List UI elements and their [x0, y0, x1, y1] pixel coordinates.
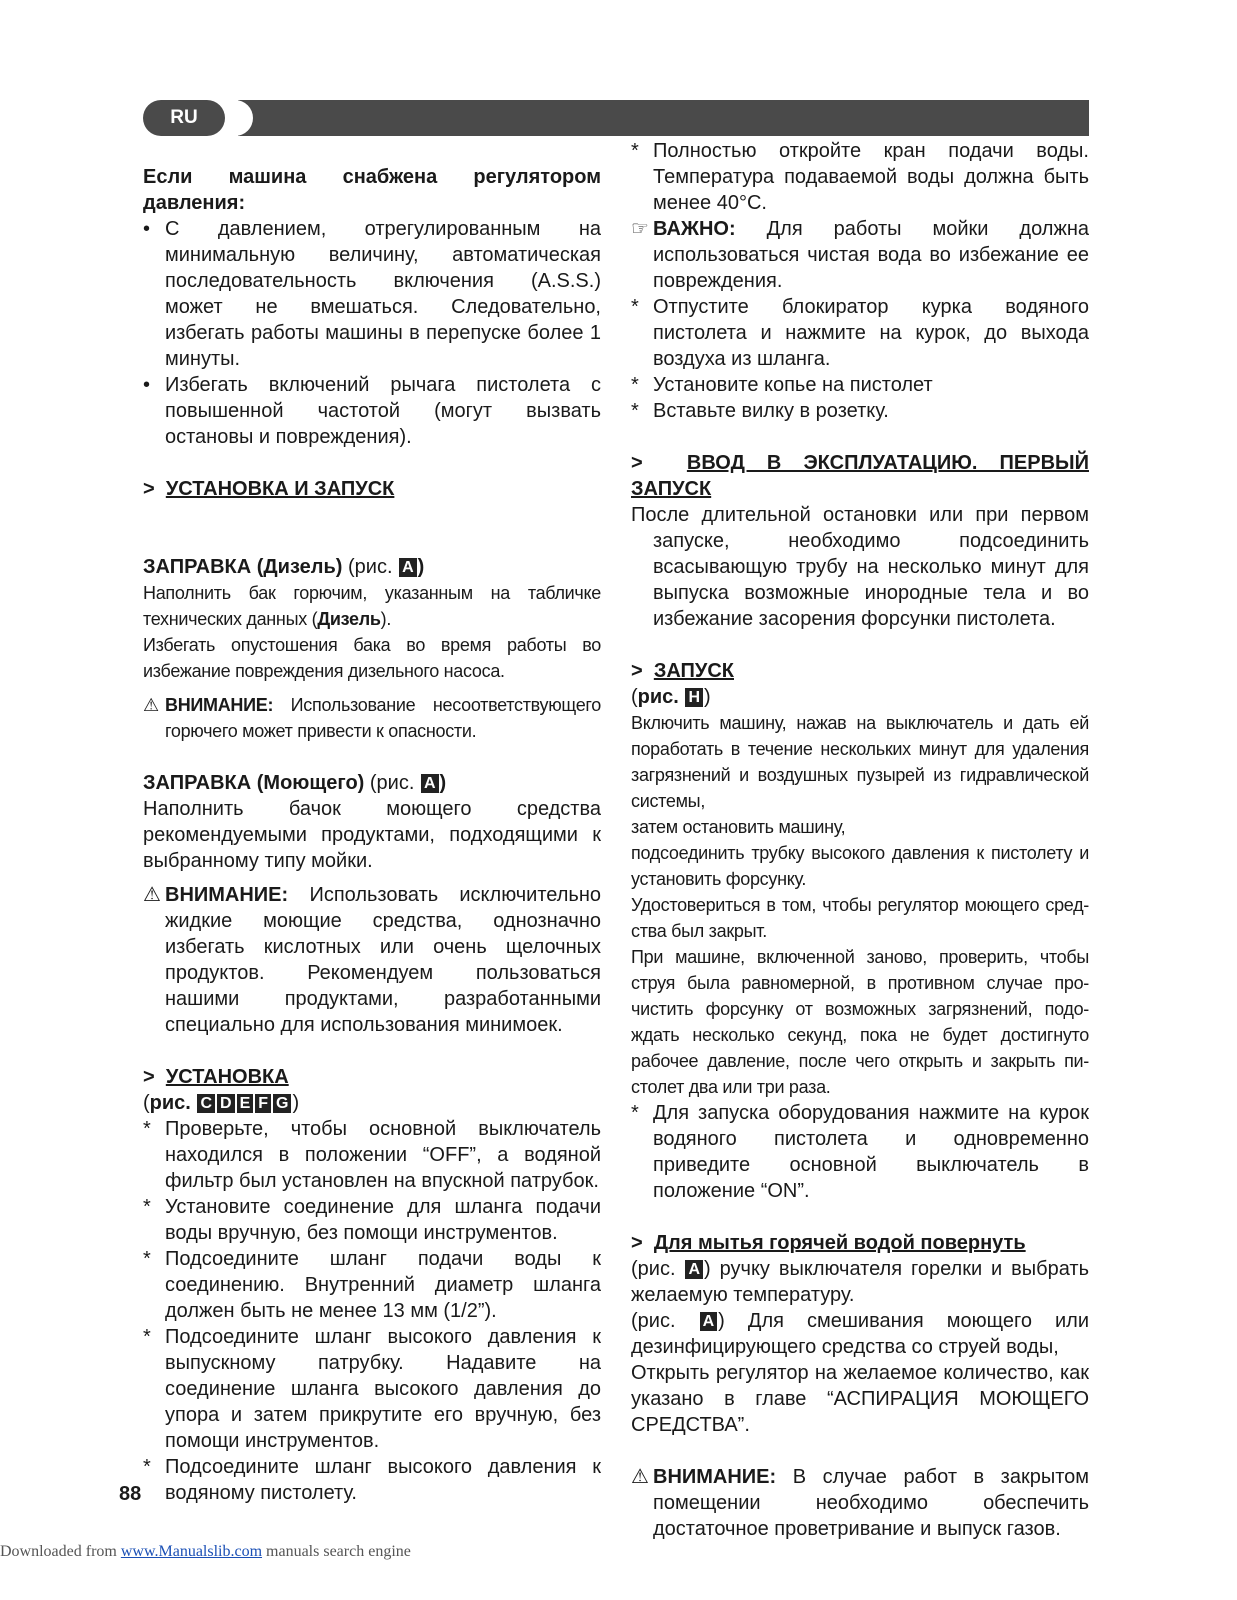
section-heading-first-start: > ВВОД В ЭКСПЛУАТАЦИЮ. ПЕРВЫЙ ЗАПУСК — [631, 452, 1089, 500]
figure-ref-g: G — [273, 1094, 291, 1113]
setup-step: * Установите копье на пистолет — [631, 374, 933, 396]
warning-fuel: ⚠ ВНИМАНИЕ: Использование несоответствующего горючего может привести к опасности. — [143, 692, 601, 744]
figure-ref-c: C — [197, 1094, 215, 1113]
important-note: ☞ ВАЖНО: Для работы мойки должна использоваться чистая вода во избежание ее повреждения. — [631, 218, 1089, 292]
start-text: подсоединить трубку высокого давления к пистолету и установить форсунку. — [631, 843, 1089, 889]
figure-ref-a: A — [421, 774, 439, 793]
section-heading-hot-water: > Для мытья горячей водой повернуть — [631, 1232, 1026, 1254]
install-step: * Подсоедините шланг высокого давления к выпускному патрубку. Надавите на соединение шланга высокого давления до упора и затем прикрутите его вручную, без помощи инструментов. — [143, 1326, 601, 1452]
start-text: Удостовериться в том, чтобы регулятор моющего сред-ства был закрыт. — [631, 895, 1089, 941]
figure-ref-a: A — [700, 1312, 718, 1331]
start-text: затем остановить машину, — [631, 817, 846, 837]
install-step: * Установите соединение для шланга подачи воды вручную, без помощи инструментов. — [143, 1196, 601, 1244]
page-number: 88 — [119, 1483, 142, 1505]
warning-icon: ⚠ — [143, 884, 161, 906]
setup-step: * Отпустите блокиратор курка водяного пистолета и нажмите на курок, до выхода воздуха из шланга. — [631, 296, 1089, 370]
figure-ref-e: E — [237, 1094, 254, 1113]
install-step: * Проверьте, чтобы основной выключатель находился в положении “OFF”, а водяной фильтр был установлен на впускной патрубок. — [143, 1118, 601, 1192]
pointing-hand-icon: ☞ — [631, 218, 649, 240]
download-footer: Downloaded from www.Manualslib.com manuals search engine — [0, 1543, 411, 1560]
warning-ventilation: ⚠ ВНИМАНИЕ: В случае работ в закрытом помещении необходимо обеспечить достаточное проветривание и выпуск газов. — [631, 1466, 1090, 1540]
right-column — [631, 138, 1089, 1542]
hot-water-text: Открыть регулятор на желаемое количество, как указано в главе “АСПИРАЦИЯ МОЮЩЕГО СРЕДСТВА”. — [631, 1362, 1089, 1436]
warning-icon: ⚠ — [631, 1466, 649, 1488]
pressure-regulator-title: Если машина снабжена регулятором давления: — [143, 166, 601, 214]
hot-water-text: (рис. A ) Для смешивания моющего или дезинфицирующего средства со струей воды, — [631, 1310, 1090, 1358]
figure-ref-h: H — [685, 688, 703, 707]
left-column — [143, 164, 601, 1506]
install-step: * Подсоедините шланг высокого давления к водяному пистолету. — [143, 1456, 601, 1504]
first-start-text: После длительной остановки или при первом запуске, необходимо подсоединить всасывающую трубу на несколько минут для выпуска возможные инородные тела и во избежание засорения форсунки пистолета. — [631, 504, 1089, 630]
hot-water-text: (рис. A ) ручку выключателя горелки и выбрать желаемую температуру. — [631, 1258, 1090, 1306]
figure-ref-a: A — [685, 1260, 703, 1279]
detergent-text: Наполнить бачок моющего средства рекомендуемыми продуктами, подходящими к выбранному типу мойки. — [143, 798, 601, 872]
section-heading-start: > ЗАПУСК — [631, 660, 734, 682]
start-step: * Для запуска оборудования нажмите на курок водяного пистолета и одновременно приведите основной выключатель в положение “ON”. — [631, 1102, 1089, 1202]
setup-step: * Вставьте вилку в розетку. — [631, 400, 889, 422]
language-badge: RU — [143, 100, 225, 136]
start-text: Включить машину, нажав на выключатель и дать ей поработать в течение нескольких минут для удаления загрязнений и воздушных пузырей из гидравлической системы, — [631, 713, 1089, 811]
setup-step: * Полностью откройте кран подачи воды. Температура подаваемой воды должна быть менее 40°C. — [631, 140, 1089, 214]
fuel-title: ЗАПРАВКА (Дизель) (рис. A ) — [143, 556, 425, 578]
figure-ref-a: A — [399, 558, 417, 577]
warning-detergent: ⚠ ВНИМАНИЕ: Использовать исключительно жидкие моющие средства, однозначно избегать кислотных или очень щелочных продуктов. Рекомендуем пользоваться нашими продуктами, разработанными специально для использования минимоек. — [143, 884, 602, 1036]
header-stripe — [238, 100, 1089, 136]
figure-ref-f: F — [255, 1094, 271, 1113]
header-bar — [143, 100, 1089, 136]
section-heading-install: > УСТАНОВКА — [143, 1066, 289, 1088]
fuel-text-2: Избегать опустошения бака во время работы во избежание повреждения дизельного насоса. — [143, 635, 601, 681]
bullet-item: • Избегать включений рычага пистолета с повышенной частотой (могут вызвать остановы и повреждения). — [143, 374, 601, 448]
install-step: * Подсоедините шланг подачи воды к соединению. Внутренний диаметр шланга должен быть не менее 13 мм (1/2”). — [143, 1248, 601, 1322]
manualslib-link[interactable]: www.Manualslib.com — [120, 1543, 263, 1560]
bullet-item: • С давлением, отрегулированным на минимальную величину, автоматическая последовательность включения (A.S.S.) может не вмешаться. Следовательно, избегать работы машины в перепуске более 1 минуты. — [143, 218, 601, 370]
figure-ref-d: D — [217, 1094, 235, 1113]
detergent-title: ЗАПРАВКА (Моющего) (рис. A ) — [143, 772, 447, 794]
install-figures: (рис. C D E F G ) — [143, 1092, 300, 1114]
start-text: При машине, включенной заново, проверить, чтобы струя была равномерной, в противном случае про-чистить форсунку от возможных загрязнений, подо-ждать несколько секунд, пока не будет достигнуто рабочее давление, после чего открыть и закрыть пи-столет два или три раза. — [631, 947, 1089, 1097]
fuel-text: Наполнить бак горючим, указанным на табличке технических данных (Дизель). — [143, 583, 601, 629]
start-figure: (рис. H ) — [631, 686, 711, 708]
section-heading-install-start: > УСТАНОВКА И ЗАПУСК — [143, 478, 395, 500]
warning-icon: ⚠ — [143, 695, 159, 715]
